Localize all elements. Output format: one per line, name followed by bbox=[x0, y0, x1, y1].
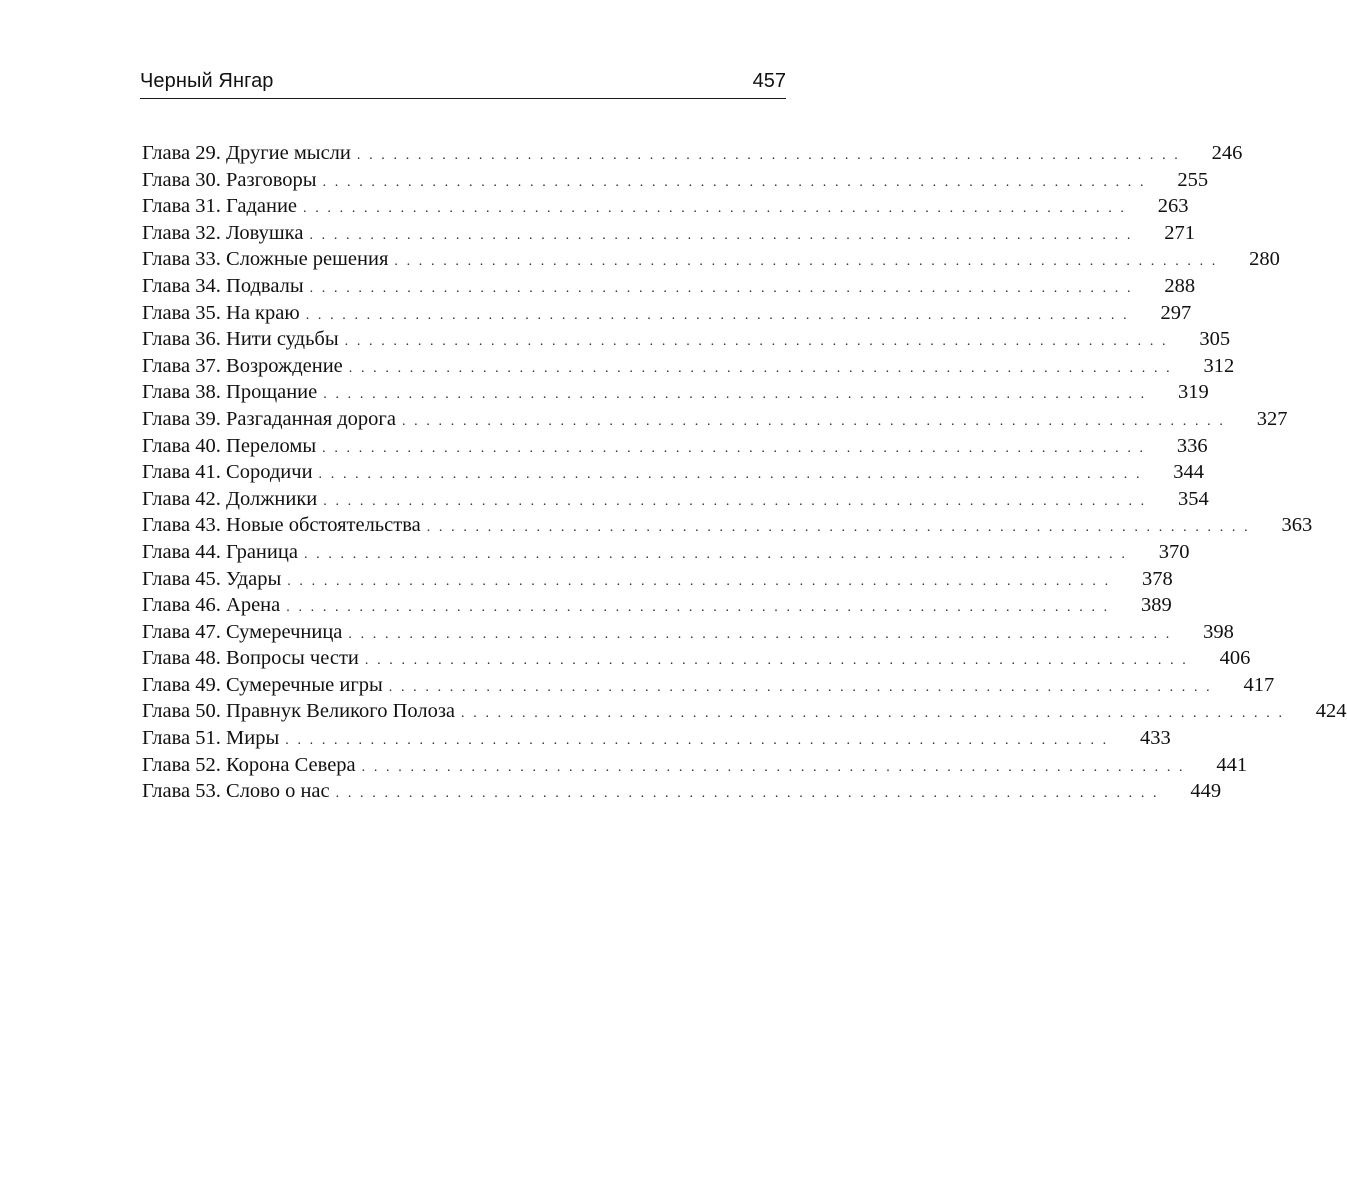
chapter-title: Глава 29. Другие мысли bbox=[142, 142, 351, 164]
toc-entry bbox=[142, 592, 1172, 619]
toc-entry bbox=[142, 326, 1231, 353]
dot-leader: . . . . . . . . . . . . . . . . . . . . . . . . . . . . . . . . . . . . . . . . . . . . . . . . . . . . . . . . . . . . . . . . . . . . bbox=[401, 413, 1226, 429]
chapter-page: 433 bbox=[1140, 727, 1171, 750]
chapter-title: Глава 47. Сумеречница bbox=[142, 620, 343, 643]
chapter-page: 424 bbox=[1315, 700, 1347, 723]
dot-leader: . . . . . . . . . . . . . . . . . . . . . . . . . . . . . . . . . . . . . . . . . . . . . . . . . . . . . . . . . . . . . . . . . . . . bbox=[356, 148, 1181, 163]
chapter-page: 363 bbox=[1281, 514, 1313, 537]
dot-leader: . . . . . . . . . . . . . . . . . . . . . . . . . . . . . . . . . . . . . . . . . . . . . . . . . . . . . . . . . . . . . . . . . . . . bbox=[303, 546, 1128, 562]
toc-entry bbox=[142, 167, 1209, 194]
chapter-title: Глава 53. Слово о нас bbox=[142, 780, 330, 803]
dot-leader: . . . . . . . . . . . . . . . . . . . . . . . . . . . . . . . . . . . . . . . . . . . . . . . . . . . . . . . . . . . . . . . . . . . . bbox=[388, 679, 1213, 695]
toc-entry bbox=[142, 752, 1248, 779]
chapter-title: Глава 41. Сородичи bbox=[142, 461, 313, 484]
chapter-page: 246 bbox=[1211, 142, 1243, 164]
chapter-page: 312 bbox=[1203, 354, 1235, 377]
chapter-title: Глава 50. Правнук Великого Полоза bbox=[142, 700, 456, 723]
chapter-title: Глава 44. Граница bbox=[142, 540, 298, 563]
chapter-page: 271 bbox=[1164, 221, 1195, 244]
chapter-title: Глава 46. Арена bbox=[142, 594, 281, 617]
chapter-page: 354 bbox=[1178, 487, 1209, 510]
chapter-page: 305 bbox=[1199, 328, 1231, 351]
dot-leader: . . . . . . . . . . . . . . . . . . . . . . . . . . . . . . . . . . . . . . . . . . . . . . . . . . . . . . . . . . . . . . . . . . . . bbox=[287, 573, 1111, 589]
chapter-title: Глава 52. Корона Севера bbox=[142, 753, 356, 776]
dot-leader: . . . . . . . . . . . . . . . . . . . . . . . . . . . . . . . . . . . . . . . . . . . . . . . . . . . . . . . . . . . . . . . . . . . . bbox=[322, 174, 1147, 190]
toc-entry bbox=[142, 619, 1234, 646]
chapter-title: Глава 33. Сложные решения bbox=[142, 248, 389, 271]
dot-leader: . . . . . . . . . . . . . . . . . . . . . . . . . . . . . . . . . . . . . . . . . . . . . . . . . . . . . . . . . . . . . . . . . . . . bbox=[285, 733, 1109, 749]
chapter-page: 280 bbox=[1249, 248, 1280, 271]
chapter-title: Глава 42. Должники bbox=[142, 487, 318, 510]
dot-leader: . . . . . . . . . . . . . . . . . . . . . . . . . . . . . . . . . . . . . . . . . . . . . . . . . . . . . . . . . . . . . . . . . . . . bbox=[348, 626, 1172, 642]
table-of-contents bbox=[142, 140, 1347, 805]
chapter-title: Глава 32. Ловушка bbox=[142, 221, 304, 244]
chapter-page: 441 bbox=[1216, 753, 1248, 776]
chapter-page: 417 bbox=[1243, 673, 1275, 696]
dot-leader: . . . . . . . . . . . . . . . . . . . . . . . . . . . . . . . . . . . . . . . . . . . . . . . . . . . . . . . . . . . . . . . . . . . . bbox=[364, 653, 1189, 669]
toc-entry bbox=[142, 459, 1205, 486]
dot-leader: . . . . . . . . . . . . . . . . . . . . . . . . . . . . . . . . . . . . . . . . . . . . . . . . . . . . . . . . . . . . . . . . . . . . bbox=[461, 706, 1285, 722]
chapter-title: Глава 48. Вопросы чести bbox=[142, 647, 359, 670]
running-header bbox=[140, 66, 786, 99]
dot-leader: . . . . . . . . . . . . . . . . . . . . . . . . . . . . . . . . . . . . . . . . . . . . . . . . . . . . . . . . . . . . . . . . . . . . bbox=[305, 307, 1130, 323]
chapter-page: 255 bbox=[1177, 168, 1209, 191]
chapter-title: Глава 39. Разгаданная дорога bbox=[142, 407, 396, 430]
toc-entry bbox=[142, 220, 1195, 247]
toc-entry bbox=[142, 246, 1280, 273]
toc-entry bbox=[142, 140, 1243, 167]
dot-leader: . . . . . . . . . . . . . . . . . . . . . . . . . . . . . . . . . . . . . . . . . . . . . . . . . . . . . . . . . . . . . . . . . . . . bbox=[361, 759, 1186, 775]
toc-entry bbox=[142, 512, 1313, 539]
dot-leader: . . . . . . . . . . . . . . . . . . . . . . . . . . . . . . . . . . . . . . . . . . . . . . . . . . . . . . . . . . . . . . . . . . . . bbox=[303, 201, 1127, 217]
chapter-title: Глава 35. На краю bbox=[142, 301, 300, 324]
chapter-page: 398 bbox=[1203, 620, 1234, 643]
toc-entry bbox=[142, 566, 1173, 593]
chapter-page: 344 bbox=[1173, 461, 1205, 484]
toc-entry bbox=[142, 300, 1192, 327]
toc-entry bbox=[142, 486, 1209, 513]
chapter-title: Глава 30. Разговоры bbox=[142, 168, 317, 191]
chapter-title: Глава 31. Гадание bbox=[142, 195, 298, 218]
chapter-page: 449 bbox=[1190, 780, 1222, 803]
chapter-page: 370 bbox=[1158, 540, 1190, 563]
dot-leader: . . . . . . . . . . . . . . . . . . . . . . . . . . . . . . . . . . . . . . . . . . . . . . . . . . . . . . . . . . . . . . . . . . . . bbox=[309, 280, 1134, 296]
book-title: Черный Янгар bbox=[140, 70, 274, 92]
toc-entry bbox=[142, 645, 1251, 672]
toc-entry bbox=[142, 379, 1209, 406]
toc-entry bbox=[142, 273, 1196, 300]
dot-leader: . . . . . . . . . . . . . . . . . . . . . . . . . . . . . . . . . . . . . . . . . . . . . . . . . . . . . . . . . . . . . . . . . . . . bbox=[335, 786, 1160, 802]
dot-leader: . . . . . . . . . . . . . . . . . . . . . . . . . . . . . . . . . . . . . . . . . . . . . . . . . . . . . . . . . . . . . . . . . . . . bbox=[322, 440, 1146, 456]
chapter-page: 378 bbox=[1141, 567, 1173, 590]
chapter-title: Глава 43. Новые обстоятельства bbox=[142, 514, 421, 537]
toc-entry bbox=[142, 353, 1235, 380]
toc-entry bbox=[142, 725, 1171, 752]
chapter-page: 288 bbox=[1164, 274, 1196, 297]
toc-entry bbox=[142, 539, 1190, 566]
toc-entry bbox=[142, 778, 1222, 805]
dot-leader: . . . . . . . . . . . . . . . . . . . . . . . . . . . . . . . . . . . . . . . . . . . . . . . . . . . . . . . . . . . . . . . . . . . . bbox=[318, 467, 1143, 483]
chapter-title: Глава 45. Удары bbox=[142, 567, 282, 590]
toc-entry bbox=[142, 433, 1208, 460]
dot-leader: . . . . . . . . . . . . . . . . . . . . . . . . . . . . . . . . . . . . . . . . . . . . . . . . . . . . . . . . . . . . . . . . . . . . bbox=[309, 227, 1133, 243]
chapter-page: 336 bbox=[1176, 434, 1208, 457]
chapter-page: 327 bbox=[1256, 407, 1288, 430]
chapter-title: Глава 51. Миры bbox=[142, 727, 280, 750]
page-number: 457 bbox=[752, 70, 786, 92]
dot-leader: . . . . . . . . . . . . . . . . . . . . . . . . . . . . . . . . . . . . . . . . . . . . . . . . . . . . . . . . . . . . . . . . . . . . bbox=[426, 520, 1251, 536]
chapter-page: 389 bbox=[1141, 594, 1172, 617]
toc-entry bbox=[142, 193, 1189, 220]
chapter-title: Глава 49. Сумеречные игры bbox=[142, 673, 383, 696]
toc-entry bbox=[142, 698, 1347, 725]
chapter-page: 263 bbox=[1157, 195, 1189, 218]
chapter-page: 406 bbox=[1219, 647, 1251, 670]
dot-leader: . . . . . . . . . . . . . . . . . . . . . . . . . . . . . . . . . . . . . . . . . . . . . . . . . . . . . . . . . . . . . . . . . . . . bbox=[348, 360, 1173, 376]
dot-leader: . . . . . . . . . . . . . . . . . . . . . . . . . . . . . . . . . . . . . . . . . . . . . . . . . . . . . . . . . . . . . . . . . . . . bbox=[323, 493, 1147, 509]
chapter-page: 319 bbox=[1178, 381, 1209, 404]
dot-leader: . . . . . . . . . . . . . . . . . . . . . . . . . . . . . . . . . . . . . . . . . . . . . . . . . . . . . . . . . . . . . . . . . . . . bbox=[394, 254, 1218, 270]
dot-leader: . . . . . . . . . . . . . . . . . . . . . . . . . . . . . . . . . . . . . . . . . . . . . . . . . . . . . . . . . . . . . . . . . . . . bbox=[286, 600, 1110, 616]
chapter-title: Глава 37. Возрождение bbox=[142, 354, 343, 377]
dot-leader: . . . . . . . . . . . . . . . . . . . . . . . . . . . . . . . . . . . . . . . . . . . . . . . . . . . . . . . . . . . . . . . . . . . . bbox=[344, 334, 1169, 350]
chapter-page: 297 bbox=[1160, 301, 1192, 324]
chapter-title: Глава 38. Прощание bbox=[142, 381, 318, 404]
chapter-title: Глава 36. Нити судьбы bbox=[142, 328, 339, 351]
toc-entry bbox=[142, 406, 1288, 433]
dot-leader: . . . . . . . . . . . . . . . . . . . . . . . . . . . . . . . . . . . . . . . . . . . . . . . . . . . . . . . . . . . . . . . . . . . . bbox=[323, 387, 1147, 403]
chapter-title: Глава 34. Подвалы bbox=[142, 274, 304, 297]
chapter-title: Глава 40. Переломы bbox=[142, 434, 317, 457]
toc-entry bbox=[142, 672, 1275, 699]
